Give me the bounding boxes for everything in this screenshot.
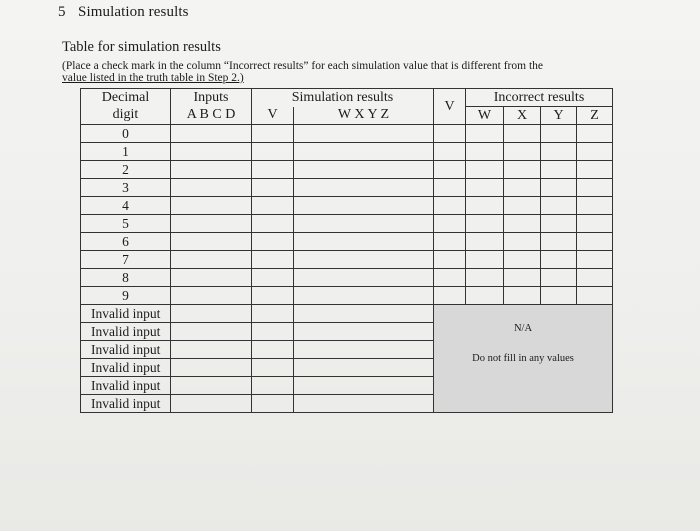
inc-z-cell[interactable] (577, 251, 613, 269)
section-title: Simulation results (78, 4, 189, 20)
inc-y-cell[interactable] (541, 215, 577, 233)
sim-wxyz-cell[interactable] (294, 233, 434, 251)
inputs-header: Inputs (171, 89, 252, 107)
inc-y-cell[interactable] (541, 287, 577, 305)
abcd-header: A B C D (171, 107, 252, 125)
sim-wxyz-cell[interactable] (294, 143, 434, 161)
sim-v-cell[interactable] (252, 395, 294, 413)
table-row (81, 269, 613, 287)
inc-z-cell[interactable] (577, 179, 613, 197)
sim-wxyz-cell[interactable] (294, 161, 434, 179)
inc-z-cell[interactable] (577, 125, 613, 143)
inc-x-cell[interactable] (504, 269, 541, 287)
header-row-1 (81, 89, 613, 107)
instruction-line-1: (Place a check mark in the column “Incorrect results” for each simulation value that is different from the (62, 60, 544, 72)
sim-v-cell[interactable] (252, 377, 294, 395)
digit-cell: 7 (81, 251, 171, 269)
sim-v-cell[interactable] (252, 341, 294, 359)
inc-x-cell[interactable] (504, 215, 541, 233)
sim-wxyz-cell[interactable] (294, 287, 434, 305)
inc-w-cell[interactable] (466, 161, 504, 179)
inc-v-cell[interactable] (434, 143, 466, 161)
inc-y-cell[interactable] (541, 125, 577, 143)
inc-x-cell[interactable] (504, 197, 541, 215)
inc-z-cell[interactable] (577, 233, 613, 251)
sim-wxyz-cell[interactable] (294, 269, 434, 287)
inputs-cell[interactable] (171, 161, 252, 179)
instruction-text (62, 60, 602, 84)
sim-wxyz-header: W X Y Z (294, 107, 434, 125)
incorrect-results-header: Incorrect results (466, 89, 613, 107)
na-shaded-region (434, 305, 613, 413)
inputs-cell[interactable] (171, 323, 252, 341)
digit-cell: 6 (81, 233, 171, 251)
digit-cell: 8 (81, 269, 171, 287)
inc-x-cell[interactable] (504, 251, 541, 269)
digit-header: digit (81, 107, 171, 125)
inc-w-cell[interactable] (466, 197, 504, 215)
inc-x-cell[interactable] (504, 161, 541, 179)
inc-v-cell[interactable] (434, 269, 466, 287)
digit-cell: 3 (81, 179, 171, 197)
inc-x-cell[interactable] (504, 179, 541, 197)
sim-v-cell[interactable] (252, 359, 294, 377)
inputs-cell[interactable] (171, 251, 252, 269)
digit-cell: 2 (81, 161, 171, 179)
inc-w-cell[interactable] (466, 269, 504, 287)
inc-v-cell[interactable] (434, 179, 466, 197)
section-heading (58, 4, 189, 21)
digit-cell: 9 (81, 287, 171, 305)
decimal-header: Decimal (81, 89, 171, 107)
sim-wxyz-cell[interactable] (294, 323, 434, 341)
sim-v-cell[interactable] (252, 269, 294, 287)
invalid-input-cell: Invalid input (81, 395, 171, 413)
inc-v-cell[interactable] (434, 215, 466, 233)
sim-v-cell[interactable] (252, 197, 294, 215)
inc-x-header: X (504, 107, 541, 125)
inc-w-cell[interactable] (466, 287, 504, 305)
table-row (81, 197, 613, 215)
inc-y-header: Y (541, 107, 577, 125)
inc-y-cell[interactable] (541, 161, 577, 179)
invalid-input-cell: Invalid input (81, 377, 171, 395)
incorrect-v-header: V (434, 89, 466, 125)
digit-cell: 1 (81, 143, 171, 161)
sim-v-cell[interactable] (252, 233, 294, 251)
section-number: 5 (58, 4, 66, 20)
inc-z-cell[interactable] (577, 269, 613, 287)
sim-wxyz-cell[interactable] (294, 197, 434, 215)
inc-w-cell[interactable] (466, 215, 504, 233)
sim-wxyz-cell[interactable] (294, 215, 434, 233)
sim-v-cell[interactable] (252, 251, 294, 269)
sim-wxyz-cell[interactable] (294, 305, 434, 323)
sim-wxyz-cell[interactable] (294, 395, 434, 413)
table-title: Table for simulation results (62, 39, 221, 55)
table-row (81, 161, 613, 179)
na-label: N/A (513, 323, 533, 334)
sim-v-cell[interactable] (252, 161, 294, 179)
invalid-input-cell: Invalid input (81, 341, 171, 359)
table-row (81, 305, 613, 323)
inputs-cell[interactable] (171, 269, 252, 287)
inc-x-cell[interactable] (504, 143, 541, 161)
invalid-input-cell: Invalid input (81, 323, 171, 341)
inc-v-cell[interactable] (434, 197, 466, 215)
inputs-cell[interactable] (171, 305, 252, 323)
sim-v-cell[interactable] (252, 179, 294, 197)
inc-y-cell[interactable] (541, 197, 577, 215)
table-row (81, 215, 613, 233)
table-row (81, 179, 613, 197)
sim-v-cell[interactable] (252, 287, 294, 305)
inc-y-cell[interactable] (541, 179, 577, 197)
inputs-cell[interactable] (171, 233, 252, 251)
inputs-cell[interactable] (171, 287, 252, 305)
sim-v-cell[interactable] (252, 305, 294, 323)
inputs-cell[interactable] (171, 215, 252, 233)
inputs-cell[interactable] (171, 377, 252, 395)
inc-w-cell[interactable] (466, 251, 504, 269)
inc-z-cell[interactable] (577, 161, 613, 179)
table-row (81, 125, 613, 143)
instruction-line-2: value listed in the truth table in Step 2.) (62, 72, 244, 84)
inc-v-cell[interactable] (434, 125, 466, 143)
sim-wxyz-cell[interactable] (294, 359, 434, 377)
sim-wxyz-cell[interactable] (294, 251, 434, 269)
inputs-cell[interactable] (171, 197, 252, 215)
sim-v-cell[interactable] (252, 323, 294, 341)
inc-y-cell[interactable] (541, 269, 577, 287)
inc-z-header: Z (577, 107, 613, 125)
inc-z-cell[interactable] (577, 197, 613, 215)
invalid-input-cell: Invalid input (81, 305, 171, 323)
digit-cell: 5 (81, 215, 171, 233)
inputs-cell[interactable] (171, 125, 252, 143)
inputs-cell[interactable] (171, 143, 252, 161)
inputs-cell[interactable] (171, 179, 252, 197)
inc-z-cell[interactable] (577, 215, 613, 233)
inc-y-cell[interactable] (541, 233, 577, 251)
invalid-input-cell: Invalid input (81, 359, 171, 377)
inputs-cell[interactable] (171, 359, 252, 377)
table-row (81, 233, 613, 251)
inc-y-cell[interactable] (541, 251, 577, 269)
inc-z-cell[interactable] (577, 287, 613, 305)
inc-w-cell[interactable] (466, 233, 504, 251)
table-row (81, 251, 613, 269)
inc-w-cell[interactable] (466, 125, 504, 143)
sim-v-header: V (252, 107, 294, 125)
simulation-results-header: Simulation results (252, 89, 434, 107)
inc-x-cell[interactable] (504, 287, 541, 305)
table-row (81, 143, 613, 161)
digit-cell: 0 (81, 125, 171, 143)
inc-x-cell[interactable] (504, 233, 541, 251)
inc-v-cell[interactable] (434, 233, 466, 251)
sim-wxyz-cell[interactable] (294, 341, 434, 359)
sim-v-cell[interactable] (252, 143, 294, 161)
inc-y-cell[interactable] (541, 143, 577, 161)
table-row (81, 287, 613, 305)
digit-cell: 4 (81, 197, 171, 215)
inc-z-cell[interactable] (577, 143, 613, 161)
sim-v-cell[interactable] (252, 125, 294, 143)
inc-v-cell[interactable] (434, 251, 466, 269)
sim-v-cell[interactable] (252, 215, 294, 233)
header-row-2 (81, 107, 613, 125)
na-note: Do not fill in any values (472, 353, 574, 364)
inc-w-cell[interactable] (466, 179, 504, 197)
inputs-cell[interactable] (171, 395, 252, 413)
inc-v-cell[interactable] (434, 161, 466, 179)
sim-wxyz-cell[interactable] (294, 125, 434, 143)
inc-x-cell[interactable] (504, 125, 541, 143)
sim-wxyz-cell[interactable] (294, 377, 434, 395)
inc-v-cell[interactable] (434, 287, 466, 305)
simulation-results-table (80, 88, 613, 413)
inputs-cell[interactable] (171, 341, 252, 359)
inc-w-cell[interactable] (466, 143, 504, 161)
inc-w-header: W (466, 107, 504, 125)
sim-wxyz-cell[interactable] (294, 179, 434, 197)
